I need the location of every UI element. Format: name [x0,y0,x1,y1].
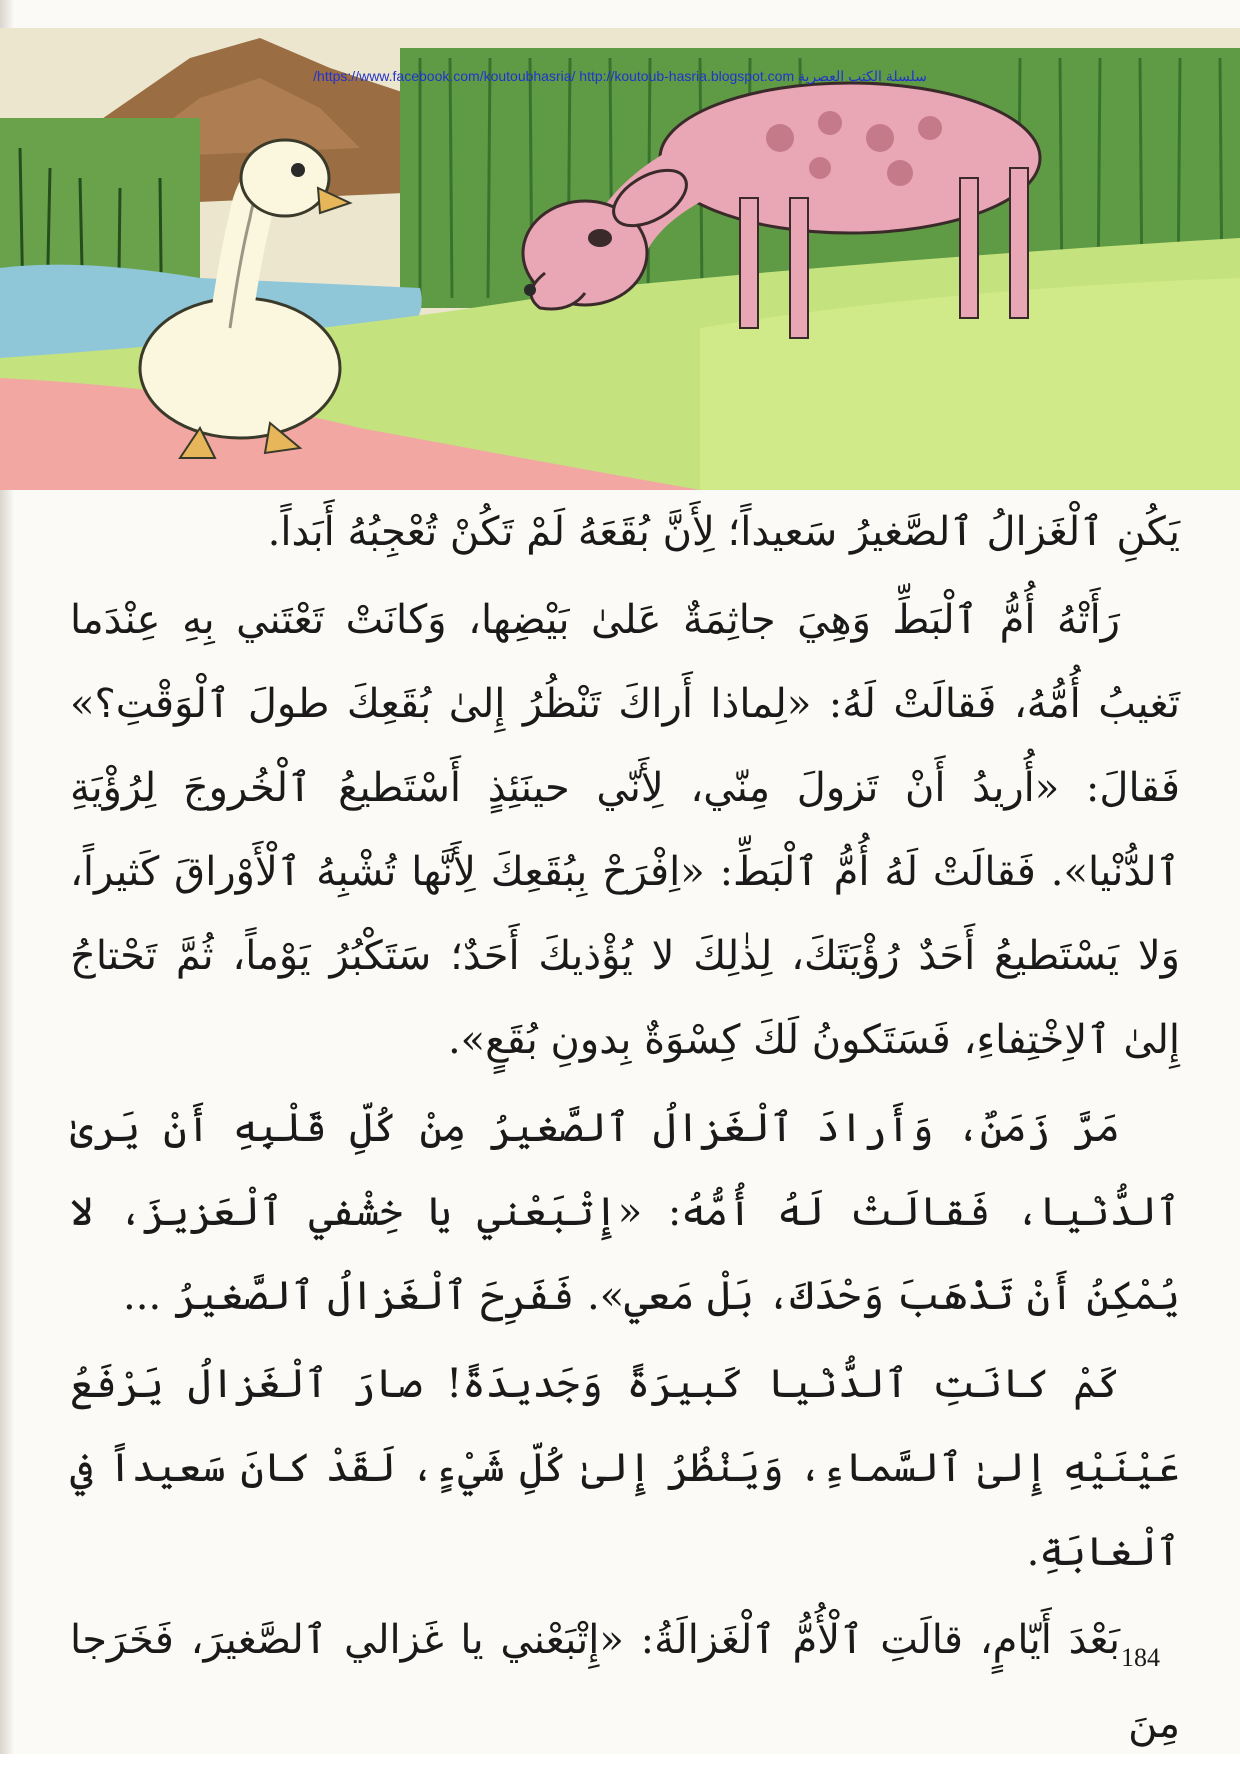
source-link-text[interactable]: /https://www.facebook.com/koutoubhasria/ http://koutoub-hasria.blogspot.com سلسلة الكتب العصرية [313,68,927,84]
paragraph-1: يَكُنِ ٱلْغَزالُ ٱلصَّغيرُ سَعيداً؛ لِأَنَّ بُقَعَهُ لَمْ تَكُنْ تُعْجِبُهُ أَبَداً. [267,509,1180,555]
page-number: 184 [1121,1643,1160,1672]
story-text [70,490,1180,1770]
paragraph-3: مَرَّ زَمَنٌ، وَأَرادَ ٱلْغَزالُ ٱلصَّغيرُ مِنْ كُلِّ قَلْبِهِ أَنْ يَرىٰ ٱلدُّنْيا، فَقالَتْ لَهُ أُمُّهُ: «إِتْبَعْني يا خِشْفي ٱلْعَزيزَ، لا يُمْكِنُ أَنْ تَذْهَبَ وَحْدَكَ، بَلْ مَعي». فَفَرِحَ ٱلْغَزالُ ٱلصَّغيرُ ... [70,1105,1180,1319]
paragraph-2: رَأَتْهُ أُمُّ ٱلْبَطِّ وَهِيَ جاثِمَةٌ عَلىٰ بَيْضِها، وَكانَتْ تَعْتَني بِهِ عِنْدَما تَغيبُ أُمُّهُ، فَقالَتْ لَهُ: «لِماذا أَراكَ تَنْظُرُ إِلىٰ بُقَعِكَ طولَ ٱلْوَقْتِ؟» فَقالَ: «أُريدُ أَنْ تَزولَ مِنّي، لِأَنّي حينَئِذٍ أَسْتَطيعُ ٱلْخُروجَ لِرُؤْيَةِ ٱلدُّنْيا». فَقالَتْ لَهُ أُمُّ ٱلْبَطِّ: «اِفْرَحْ بِبُقَعِكَ لِأَنَّها تُشْبِهُ ٱلْأَوْراقَ كَثيراً، وَلا يَسْتَطيعُ أَحَدٌ رُؤْيَتَكَ، لِذٰلِكَ لا يُؤْذيكَ أَحَدٌ؛ سَتَكْبُرُ يَوْماً، ثُمَّ تَحْتاجُ إِلىٰ ٱلاِخْتِفاءِ، فَسَتَكونُ لَكَ كِسْوَةٌ بِدونِ بُقَعٍ». [70,597,1180,1063]
story-illustration [0,28,1240,490]
paragraph-4: كَمْ كانَتِ ٱلدُّنْيا كَبيرَةً وَجَديدَةً! صارَ ٱلْغَزالُ يَرْفَعُ عَيْنَيْهِ إِلىٰ ٱلسَّماءِ، وَيَنْظُرُ إِلىٰ كُلِّ شَيْءٍ، لَقَدْ كانَ سَعيداً في ٱلْغابَةِ. [70,1361,1180,1575]
paragraph-5: بَعْدَ أَيّامٍ، قالَتِ ٱلْأُمُّ ٱلْغَزالَةُ: «إِتْبَعْني يا غَزالي ٱلصَّغيرَ، فَخَرَجا مِنَ [70,1617,1180,1747]
